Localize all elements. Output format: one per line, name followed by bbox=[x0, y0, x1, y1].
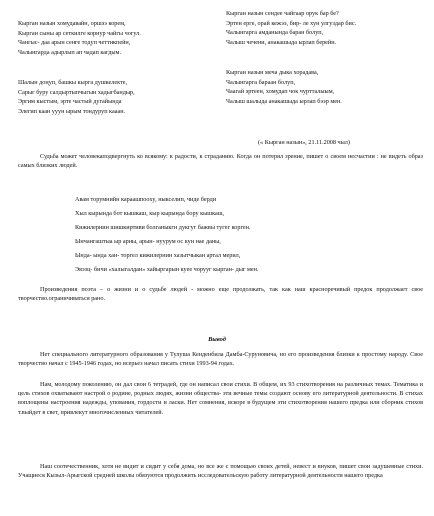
paragraph-conclusion-1-text: Нет специального литературного образования у Тулуша Кенденбила Дамба-Суруновича, но его произведения близки к простому народу. Свое творчество начал с 1945-1946 годах, но всерьез начал писать стихи 1993-94 годах. bbox=[18, 351, 423, 368]
poem-left-line: Сарыг буру салдыртыпчыгын хадыгбандыр, bbox=[18, 88, 135, 96]
poem-center-line: Эвэзц- бичи «халыгалдан» хайыргарын куee чорууг кырган- дыг мен. bbox=[75, 266, 259, 273]
poem-center-line: Ында- ында хан- торгел кижилернин хазытчыкан артал мерил, bbox=[75, 252, 241, 259]
poem-left-line: Чангыс- даа арын сенге тодуп четтикпейн, bbox=[18, 39, 131, 46]
poem-center-line: Хыл кырында бот кышкаш, кыр кырында бору кышкаш, bbox=[75, 210, 225, 217]
poem-signature: (« Кырган назын», 21.11.2008 чыл) bbox=[258, 139, 350, 146]
poem-left-line: Элегип каан ууун ырым тондуруп кааан. bbox=[18, 107, 126, 115]
paragraph-conclusion-3-text: Наш соотечественник, хотя не видит и сидит у себя дома, но все же с помощью своих детей, невест и внуков, пишет свои задушевные стихи. Учащиеся Кызыл-Арыгской средней школы обязуются продолжить исследовательскую работу литературной деятельности нашего предка bbox=[18, 463, 423, 480]
paragraph-intro bbox=[18, 152, 423, 170]
paragraph-continuation bbox=[18, 285, 423, 303]
paragraph-conclusion-3 bbox=[18, 462, 423, 480]
poem-right-line: Кырган назын сендее чайгаар орук бар бе? bbox=[226, 10, 339, 17]
poem-center-line: Авам торумнийн караашпоохy, ныкселип, чиде берди bbox=[75, 196, 217, 203]
poem-left-line: Шалын доңуп, башкы кырга душкелекте, bbox=[18, 79, 128, 86]
paragraph-intro-text: Судьба может человекаподвергнуть ко всякому: к радости, к страданию. Когда он потерял зрение, пишет о своем несчастии : не видеть образ самых близких людей. bbox=[18, 153, 423, 170]
poem-right-line: Кырган назын меча дыка хорадава, bbox=[226, 69, 319, 76]
poem-left-line: Кырган сыны ар сеткилге корнур чайгы чогул. bbox=[18, 29, 141, 37]
conclusion-title: Вывод bbox=[208, 336, 226, 343]
paragraph-conclusion-1 bbox=[18, 350, 423, 368]
poem-right-line: Чалыш шалыда анакашыда ырлап бээр мен. bbox=[226, 97, 342, 105]
poem-left-line: Эргим кыстым, эрте частый дугайында bbox=[18, 98, 122, 105]
poem-right-line: Чаагай эртеен, хомудап чок чуртталыым, bbox=[226, 88, 335, 95]
poem-right-line: Чалыш чечени, анакашыда ырлап берейн. bbox=[226, 38, 337, 46]
paragraph-conclusion-2 bbox=[18, 380, 423, 417]
poem-center-line: Кижилернин шишкиртиви болганыкгн дукгуг бажвы тугег корген. bbox=[75, 224, 251, 231]
poem-left-line: Чалынгарда адырлып ап чадап кагдым. bbox=[18, 48, 121, 56]
poem-right-line: Чалынгарга амданында баран болуп, bbox=[226, 29, 324, 36]
poem-center-line: Ынчангаштыа ыр арны, арын- нуурум ос кун нае даны, bbox=[75, 238, 221, 245]
paragraph-conclusion-2-text: Нам, молодому поколению, он дал свои 6 тетрадей, где он написал свои стихи. В общем, их 93 стихотворения на различных темах. Тематика и цель стихов охватывают настрой о родине, родных людях, жизни общества- эти вечные темы создают основу его литературной деятельности. В стихах воплощены настроения надежды, упования, гордости и ласки. Нет сомнения, вскоре в будущем эти стихотворения нашего предка или сборник стихов т.выйдет в свет, привлекут многочисленных читателей. bbox=[18, 381, 423, 416]
paragraph-continuation-text: Произведения поэта – о жизни и о судьбе людей - можно еще продолжать, так как наш красноречивый предок продолжает свое творчество.ограничиваться рано. bbox=[18, 286, 423, 303]
poem-left-line: Кырган назын хомудавайн, оршээ корем, bbox=[18, 20, 126, 27]
poem-right-line: Чалынгарга бараан болуп, bbox=[226, 78, 296, 86]
poem-right-line: Эртен ерге, орай кежээ, бир- ле хун улгуздар бис. bbox=[226, 19, 357, 27]
